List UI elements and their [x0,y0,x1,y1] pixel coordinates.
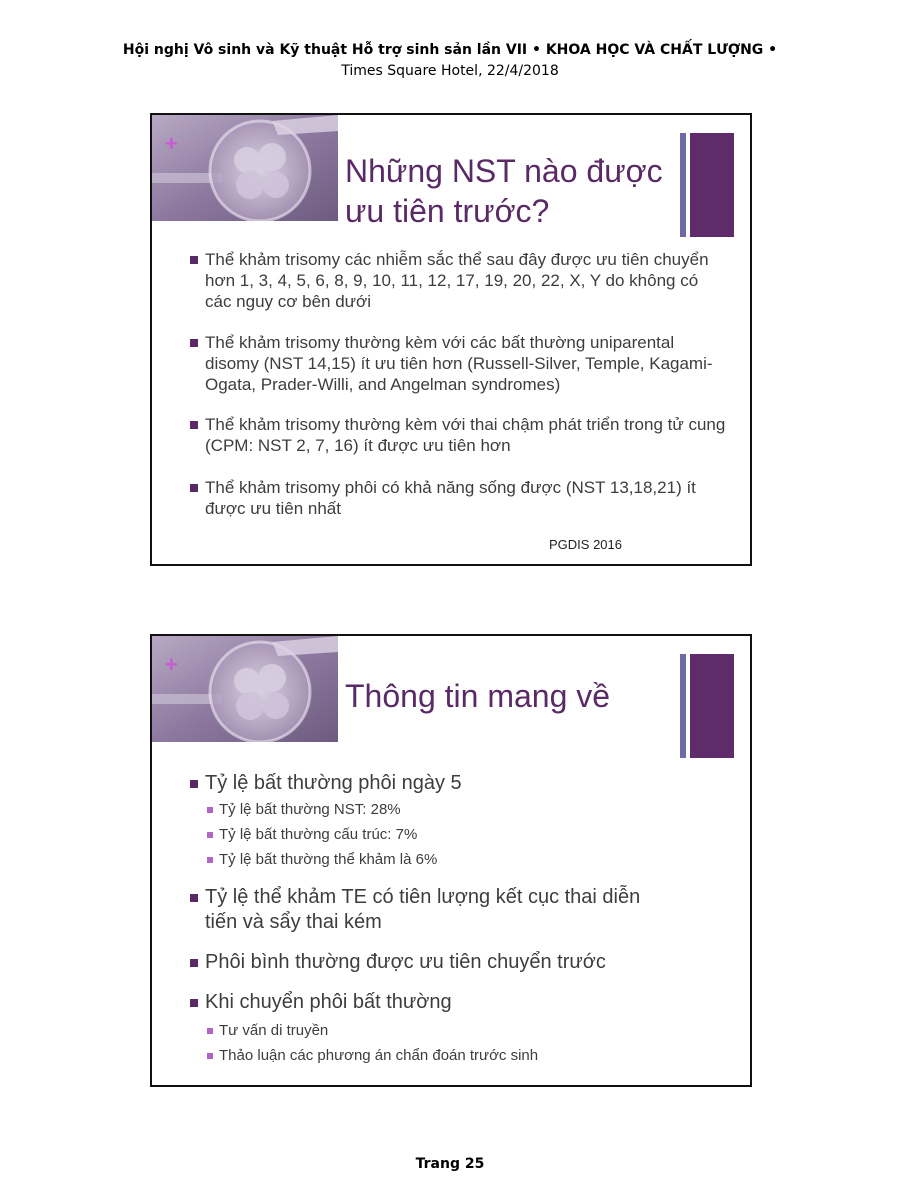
accent-bar-thin [680,654,686,758]
bullet-square-icon [190,959,198,967]
citation: PGDIS 2016 [549,537,622,552]
sub-bullet-square-icon [207,1028,213,1034]
sub-bullet-square-icon [207,832,213,838]
list-item: Tỷ lệ thể khảm TE có tiên lượng kết cục thai diễn tiến và sẩy thai kém [190,885,728,935]
embryo-image [152,636,338,742]
sub-list-item: Tư vấn di truyền [207,1021,728,1041]
sub-bullet-square-icon [207,857,213,863]
sub-bullet-square-icon [207,1053,213,1059]
list-item: Khi chuyển phôi bất thường [190,990,728,1015]
embryo-image [152,115,338,221]
slide-title: Những NST nào được ưu tiên trước? [345,153,663,229]
sub-list-item: Tỷ lệ bất thường thể khảm là 6% [207,850,728,870]
sub-list-item: Thảo luận các phương án chẩn đoán trước sinh [207,1046,728,1066]
sub-list-item: Tỷ lệ bất thường cấu trúc: 7% [207,825,728,845]
bullet-square-icon [190,339,198,347]
bullet-square-icon [190,780,198,788]
accent-bar-block [690,133,734,237]
accent-bar-block [690,654,734,758]
list-item: Phôi bình thường được ưu tiên chuyển trước [190,950,728,975]
bullet-square-icon [190,999,198,1007]
embryo-image-graphic [152,115,338,221]
conference-title: Hội nghị Vô sinh và Kỹ thuật Hỗ trợ sinh sản lần VII • KHOA HỌC VÀ CHẤT LƯỢNG • [122,42,778,58]
bullet-square-icon [190,421,198,429]
bullet-square-icon [190,894,198,902]
sub-list-item: Tỷ lệ bất thường NST: 28% [207,800,728,820]
list-item: Thể khảm trisomy phôi có khả năng sống được (NST 13,18,21) ít được ưu tiên nhất [190,477,728,519]
list-item: Thể khảm trisomy thường kèm với các bất thường uniparental disomy (NST 14,15) ít ưu tiên hơn (Russell-Silver, Temple, Kagami-Ogata, Prader-Willi, and Angelman syndromes) [190,332,728,395]
plus-icon: + [165,131,178,156]
bullet-square-icon [190,256,198,264]
page-number: Trang 25 [415,1156,485,1172]
slide-title: Thông tin mang về [345,678,611,714]
plus-icon: + [165,652,178,677]
page-header [0,40,900,82]
list-item: Thể khảm trisomy các nhiễm sắc thể sau đây được ưu tiên chuyển hơn 1, 3, 4, 5, 6, 8, 9, 10, 11, 12, 17, 19, 20, 22, X, Y do không có các nguy cơ bên dưới [190,249,728,312]
venue-date: Times Square Hotel, 22/4/2018 [341,63,559,79]
embryo-image-graphic [152,636,338,742]
accent-bar-thin [680,133,686,237]
list-item: Thể khảm trisomy thường kèm với thai chậm phát triển trong tử cung (CPM: NST 2, 7, 16) ít được ưu tiên hơn [190,414,728,456]
list-item: Tỷ lệ bất thường phôi ngày 5 [190,771,728,796]
bullet-square-icon [190,484,198,492]
slide-1 [150,113,752,566]
slide-2 [150,634,752,1087]
sub-bullet-square-icon [207,807,213,813]
